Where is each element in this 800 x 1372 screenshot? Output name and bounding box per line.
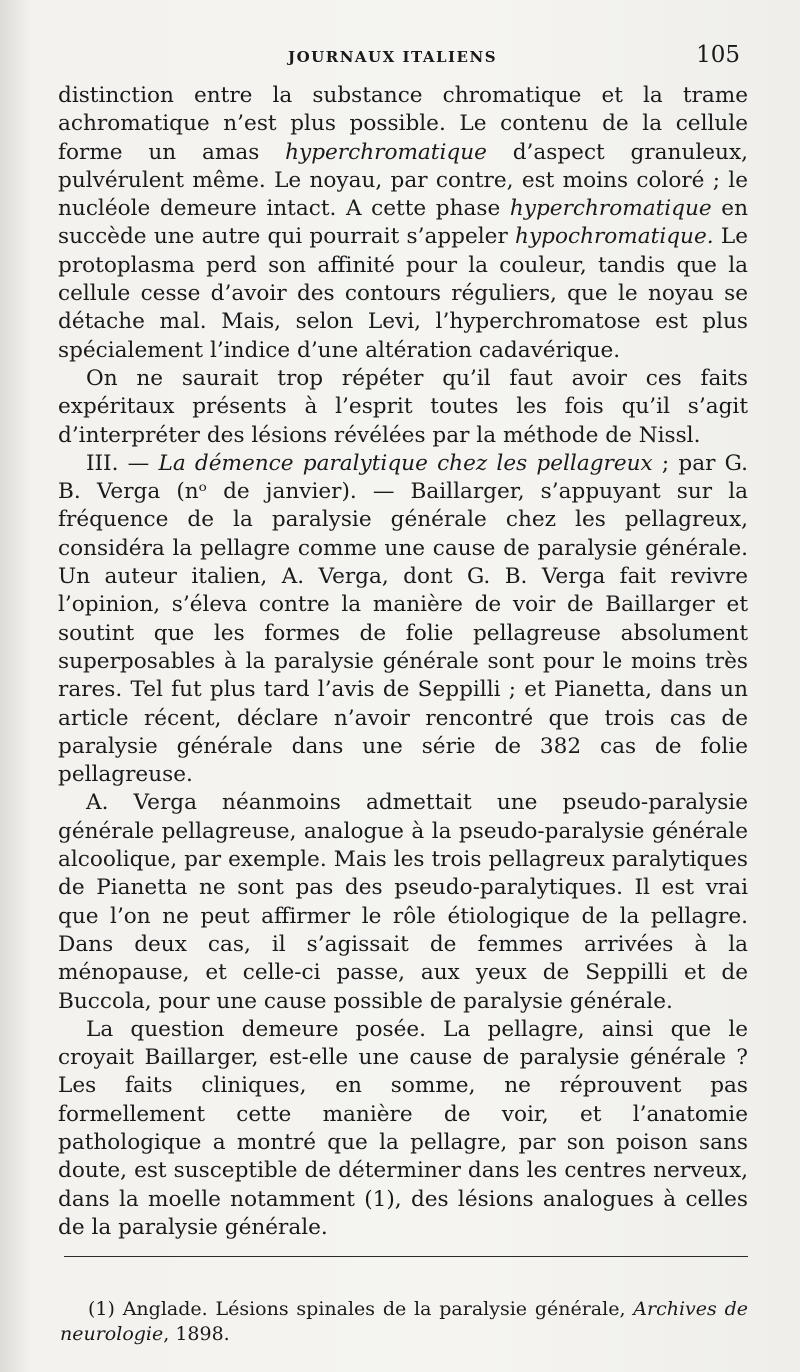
text-run: en succède une autre qui pourrait s’appeler bbox=[58, 196, 748, 250]
text-run: La question demeure posée. La pellagre, ainsi que le croyait Baillarger, est-elle une cause de paralysie générale ? Les faits cliniques, en somme, ne réprouvent pas formellement cette manière de voir, et l’anatomie pathologique a montré que la pellagre, par son poison sans doute, est susceptible de déterminer dans les centres nerveux, dans la moelle notamment (1), des lésions analogues à celles de la paralysie générale. bbox=[58, 1016, 748, 1240]
paragraph-2 bbox=[58, 365, 748, 450]
footnote bbox=[60, 1297, 748, 1347]
text-run: Le protoplasma perd son affinité pour la couleur, tandis que la cellule cesse d’avoir des contours réguliers, que le noyau se détache mal. Mais, selon Levi, l’hyperchromatose est plus spécialement l’indice d’une altération cadavérique. bbox=[58, 224, 748, 363]
paragraph-1 bbox=[58, 82, 748, 365]
text-run: ; par G. B. Verga (nᵒ de janvier). — Baillarger, s’appuyant sur la fréquence de la paralysie générale chez les pellagreux, considéra la pellagre comme une cause de paralysie générale. Un auteur italien, A. Verga, dont G. B. Verga fait revivre l’opinion, s’éleva contre la manière de voir de Baillarger et soutint que les formes de folie pellagreuse absolument superposables à la paralysie générale sont pour le moins très rares. Tel fut plus tard l’avis de Seppilli ; et Pianetta, dans un article récent, déclare n’avoir rencontré que trois cas de paralysie générale dans une série de 382 cas de folie pellagreuse. bbox=[58, 450, 748, 788]
text-run: On ne saurait trop répéter qu’il faut avoir ces faits expéritaux présents à l’esprit toutes les fois qu’il s’agit d’interpréter des lésions révélées par la méthode de Nissl. bbox=[58, 365, 748, 448]
section-number: III. — bbox=[86, 450, 159, 476]
journal-title: Archives de neurologie bbox=[60, 1298, 748, 1345]
text-run: d’aspect granuleux, pulvérulent même. Le noyau, par contre, est moins coloré ; le nucléole demeure intact. A cette phase bbox=[58, 139, 748, 222]
page-header bbox=[58, 40, 748, 72]
paragraph-3 bbox=[58, 450, 748, 790]
running-title: JOURNAUX ITALIENS bbox=[288, 48, 498, 66]
article-title: La démence paralytique chez les pellagreux bbox=[158, 450, 653, 476]
footnote-text: , 1898. bbox=[163, 1323, 230, 1345]
italic-term: hyperchromatique bbox=[509, 196, 712, 222]
paragraph-5 bbox=[58, 1016, 748, 1242]
text-run: distinction entre la substance chromatique et la trame achromatique n’est plus possible. Le contenu de la cellule forme un amas bbox=[58, 83, 748, 165]
page-number: 105 bbox=[696, 42, 740, 68]
text-run: A. Verga néanmoins admettait une pseudo-paralysie générale pellagreuse, analogue à la pseudo-paralysie générale alcoolique, par exemple. Mais les trois pellagreux paralytiques de Pianetta ne sont pas des pseudo-paralytiques. Il est vrai que l’on ne peut affirmer le rôle étiologique de la pellagre. Dans deux cas, il s’agissait de femmes arrivées à la ménopause, et celle-ci passe, aux yeux de Seppilli et de Buccola, pour une cause possible de paralysie générale. bbox=[58, 790, 748, 1014]
italic-term: hyperchromatique bbox=[285, 139, 487, 165]
footnote-text: (1) Anglade. Lésions spinales de la paralysie générale, bbox=[88, 1298, 634, 1320]
italic-term: hypochromatique. bbox=[515, 224, 714, 250]
paragraph-4 bbox=[58, 789, 748, 1015]
body-text bbox=[58, 82, 748, 1242]
footnote-divider bbox=[64, 1256, 748, 1257]
